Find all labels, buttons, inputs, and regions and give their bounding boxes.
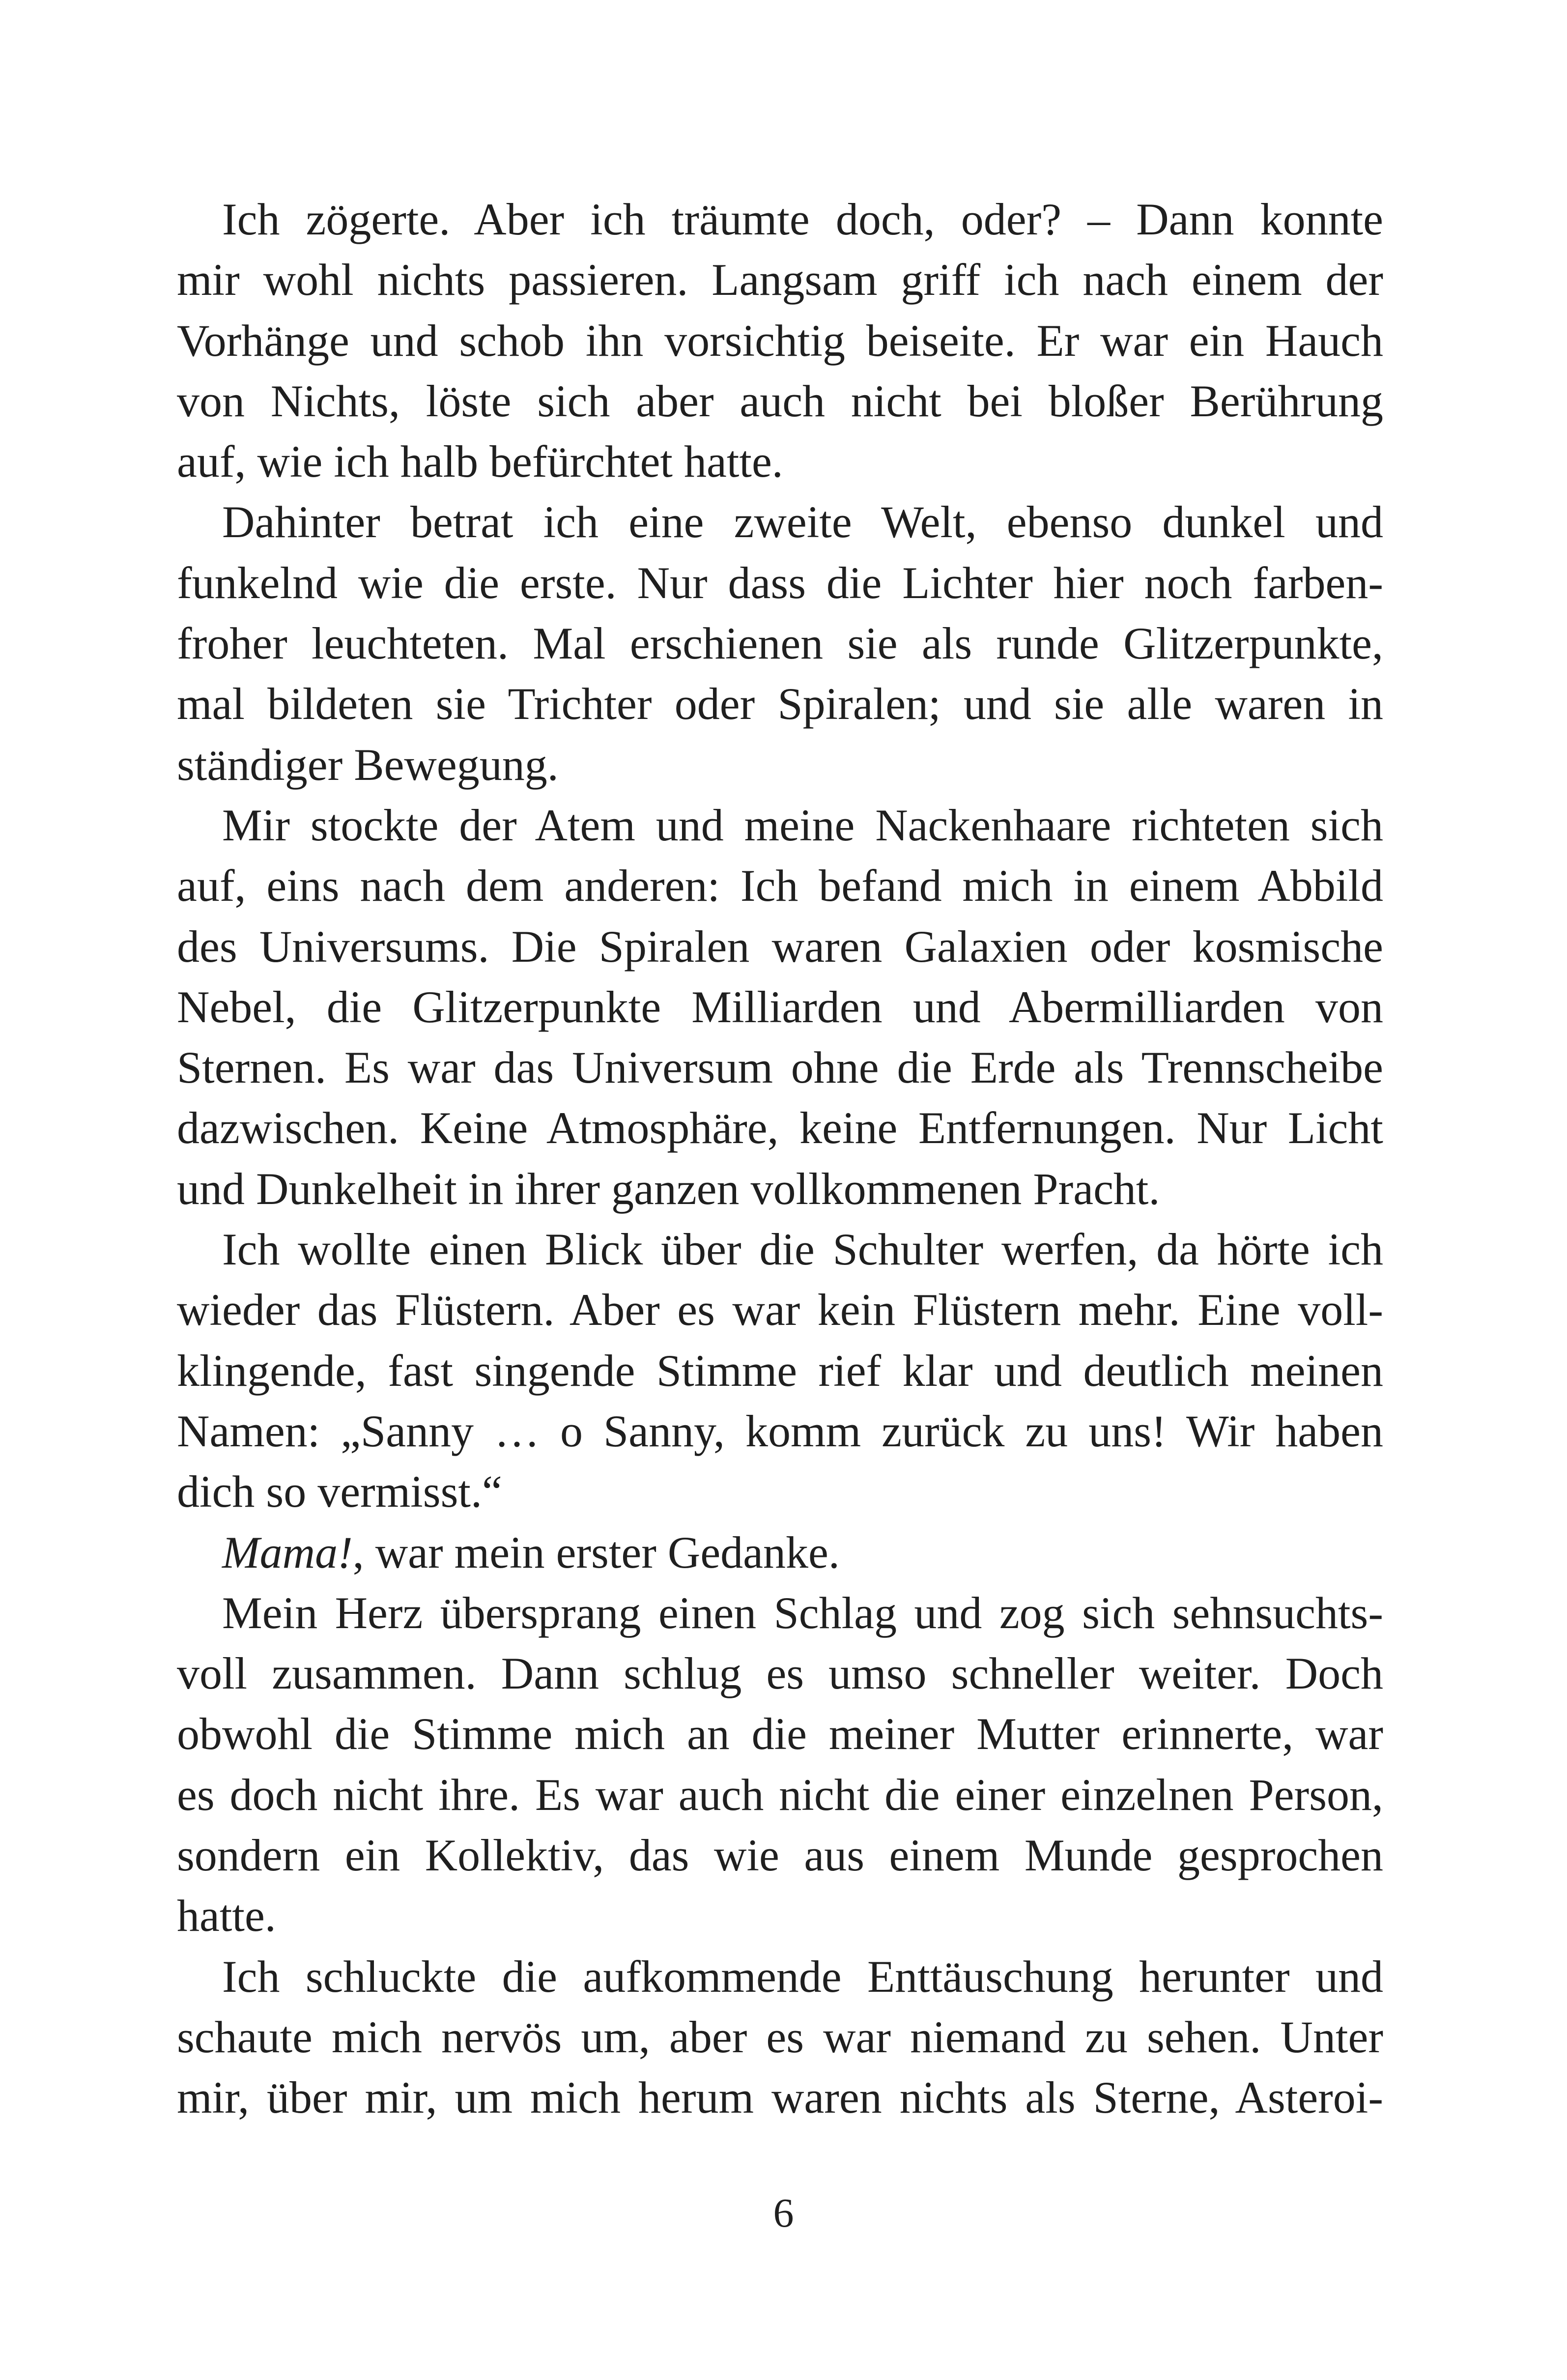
text-line: sondern ein Kollektiv, das wie aus einem Munde gesprochen (177, 1830, 1383, 1881)
text-line: Ich zögerte. Aber ich träumte doch, oder? – Dann konnte (222, 194, 1383, 244)
text-line: funkelnd wie die erste. Nur dass die Lichter hier noch farben- (177, 557, 1383, 608)
text-line: mir wohl nichts passieren. Langsam griff ich nach einem der (177, 255, 1383, 305)
text-line: froher leuchteten. Mal erschienen sie als runde Glitzerpunkte, (177, 618, 1383, 669)
text-line: hatte. (177, 1891, 276, 1941)
text-line: dazwischen. Keine Atmosphäre, keine Entfernungen. Nur Licht (177, 1103, 1383, 1153)
text-line: auf, eins nach dem anderen: Ich befand mich in einem Abbild (177, 860, 1383, 911)
italic-emphasis: Mama! (222, 1527, 353, 1577)
text-line: mal bildeten sie Trichter oder Spiralen; und sie alle waren in (177, 679, 1383, 729)
text-line: schaute mich nervös um, aber es war niemand zu sehen. Unter (177, 2011, 1383, 2062)
text-line: Mir stockte der Atem und meine Nackenhaare richteten sich (222, 800, 1383, 850)
page-number: 6 (773, 2190, 794, 2236)
text-line: von Nichts, löste sich aber auch nicht bei bloßer Berührung (177, 375, 1383, 426)
text-line: klingende, fast singende Stimme rief klar und deutlich meinen (177, 1345, 1383, 1396)
text-line: Vorhänge und schob ihn vorsichtig beiseite. Er war ein Hauch (177, 315, 1383, 366)
text-line: Ich schluckte die aufkommende Enttäuschung herunter und (222, 1951, 1383, 2002)
text-line: dich so vermisst.“ (177, 1466, 502, 1517)
text-line: es doch nicht ihre. Es war auch nicht die einer einzelnen Person, (177, 1769, 1383, 1820)
body-text (177, 189, 1383, 2128)
text-line: auf, wie ich halb befürchtet hatte. (177, 436, 783, 487)
text-line: Dahinter betrat ich eine zweite Welt, ebenso dunkel und (222, 497, 1383, 547)
text-line: mir, über mir, um mich herum waren nichts als Sterne, Asteroi- (177, 2072, 1383, 2123)
text-fragment: , war mein erster Gedanke. (352, 1527, 840, 1577)
text-line: Ich wollte einen Blick über die Schulter werfen, da hörte ich (222, 1224, 1383, 1275)
text-line: obwohl die Stimme mich an die meiner Mutter erinnerte, war (177, 1709, 1383, 1759)
text-line: des Universums. Die Spiralen waren Galaxien oder kosmische (177, 921, 1383, 972)
text-line: Namen: „Sanny … o Sanny, komm zurück zu uns! Wir haben (177, 1405, 1383, 1456)
text-line: ständiger Bewegung. (177, 739, 559, 790)
text-line (177, 1522, 1383, 1583)
text-line: und Dunkelheit in ihrer ganzen vollkommenen Pracht. (177, 1163, 1160, 1214)
text-line: Sternen. Es war das Universum ohne die Erde als Trennscheibe (177, 1042, 1383, 1093)
text-line: wieder das Flüstern. Aber es war kein Flüstern mehr. Eine voll- (177, 1285, 1383, 1335)
text-line: Mein Herz übersprang einen Schlag und zog sich sehnsuchts- (222, 1587, 1383, 1638)
text-line: voll zusammen. Dann schlug es umso schneller weiter. Doch (177, 1648, 1383, 1699)
text-line: Nebel, die Glitzerpunkte Milliarden und Abermilliarden von (177, 981, 1383, 1032)
